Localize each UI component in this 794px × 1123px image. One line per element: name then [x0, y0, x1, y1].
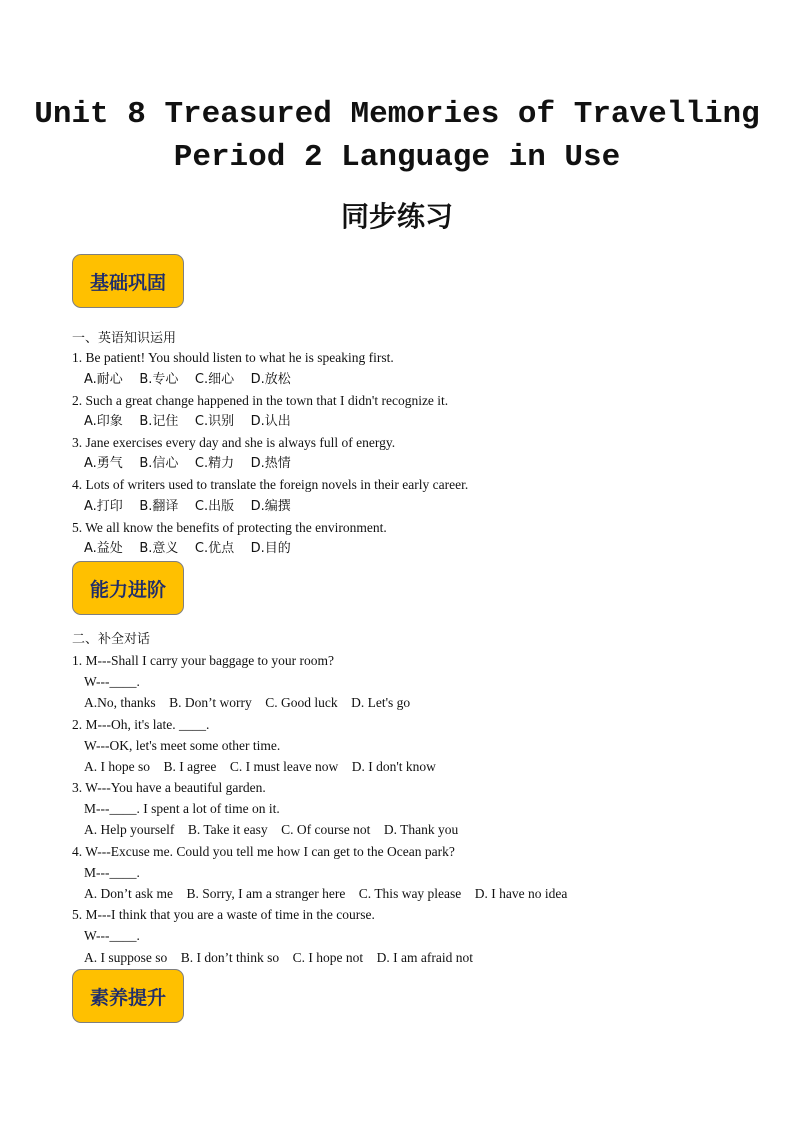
- dialogue-4-options: A. Don’t ask me B. Sorry, I am a stranger here C. This way please D. I have no idea: [84, 886, 568, 901]
- options-2: A.印象 B.记住 C.识别 D.认出: [84, 414, 291, 429]
- section-badge-basic: 基础巩固: [72, 254, 184, 308]
- section-badge-advanced: 能力进阶: [72, 561, 184, 615]
- dialogue-1-line-a: 1. M---Shall I carry your baggage to your room?: [72, 653, 335, 668]
- question-5: 5. We all know the benefits of protecting the environment.: [72, 520, 387, 535]
- question-2: 2. Such a great change happened in the town that I didn't recognize it.: [72, 393, 449, 408]
- question-4: 4. Lots of writers used to translate the foreign novels in their early career.: [72, 477, 469, 492]
- question-1: 1. Be patient! You should listen to what he is speaking first.: [72, 350, 394, 365]
- question-3: 3. Jane exercises every day and she is always full of energy.: [72, 435, 396, 450]
- title-line-3: 同步练习: [340, 200, 453, 233]
- dialogue-4-line-a: 4. W---Excuse me. Could you tell me how I can get to the Ocean park?: [72, 844, 455, 859]
- dialogue-5-line-a: 5. M---I think that you are a waste of time in the course.: [72, 907, 375, 922]
- dialogue-3-line-a: 3. W---You have a beautiful garden.: [72, 780, 266, 795]
- title-line-1: Unit 8 Treasured Memories of Travelling: [34, 97, 760, 132]
- dialogue-5-options: A. I suppose so B. I don’t think so C. I hope not D. I am afraid not: [84, 950, 473, 965]
- dialogue-1-options: A.No, thanks B. Don’t worry C. Good luck D. Let's go: [84, 695, 411, 710]
- dialogue-2-options: A. I hope so B. I agree C. I must leave now D. I don't know: [84, 759, 436, 774]
- dialogue-4-line-b: M---____.: [84, 865, 140, 880]
- section-badge-literacy: 素养提升: [72, 969, 184, 1023]
- title-line-2: Period 2 Language in Use: [173, 140, 621, 175]
- section1-heading: 一、英语知识运用: [72, 331, 177, 346]
- options-1: A.耐心 B.专心 C.细心 D.放松: [84, 372, 291, 387]
- options-4: A.打印 B.翻译 C.出版 D.编撰: [84, 499, 291, 514]
- dialogue-2-line-b: W---OK, let's meet some other time.: [84, 738, 281, 753]
- dialogue-3-line-b: M---____. I spent a lot of time on it.: [84, 801, 280, 816]
- dialogue-1-line-b: W---____.: [84, 674, 140, 689]
- dialogue-3-options: A. Help yourself B. Take it easy C. Of course not D. Thank you: [84, 822, 459, 837]
- options-3: A.勇气 B.信心 C.精力 D.热情: [84, 456, 291, 471]
- dialogue-5-line-b: W---____.: [84, 928, 140, 943]
- options-5: A.益处 B.意义 C.优点 D.目的: [84, 541, 291, 556]
- dialogue-2-line-a: 2. M---Oh, it's late. ____.: [72, 717, 210, 732]
- section2-heading: 二、补全对话: [72, 632, 151, 647]
